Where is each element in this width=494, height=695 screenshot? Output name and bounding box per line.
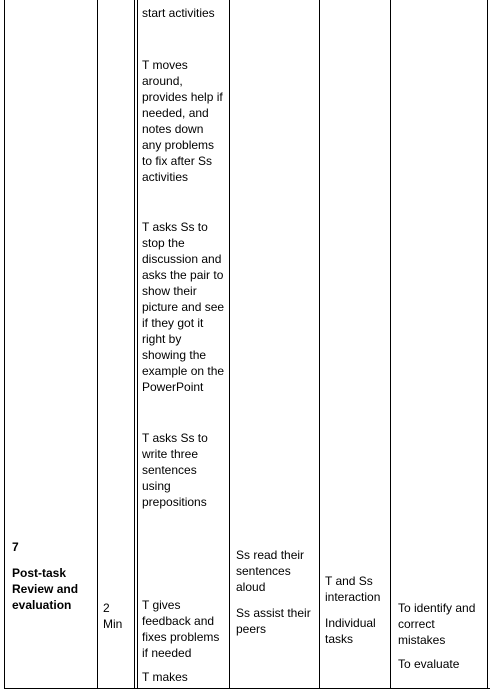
table-border-left: [4, 0, 5, 689]
column-divider-3: [229, 0, 230, 689]
teacher-activity: start activities: [142, 6, 215, 20]
table-border-right: [487, 0, 488, 689]
teacher-activity: T asks Ss to stop the discussion and asks the pair to show their picture and see if they got it right by showing the example on the PowerPoint: [142, 220, 225, 394]
objective: To evaluate: [398, 657, 460, 671]
column-divider-2: [134, 0, 135, 689]
interaction-type: Individual tasks: [325, 616, 376, 646]
teacher-activity: T makes: [142, 670, 188, 684]
interaction-type: T and Ss interaction: [325, 574, 381, 604]
column-divider-2b: [137, 0, 138, 689]
table-border-bottom: [4, 688, 490, 689]
teacher-activity: T asks Ss to write three sentences using prepositions: [142, 431, 208, 509]
student-activity: Ss assist their peers: [236, 606, 311, 636]
student-activity: Ss read their sentences aloud: [236, 548, 305, 594]
column-divider-5: [390, 0, 391, 689]
teacher-activity: T moves around, provides help if needed, and notes down any problems to fix after Ss activities: [142, 58, 223, 184]
column-divider-1: [97, 0, 98, 689]
column-divider-4: [319, 0, 320, 689]
objective: To identify and correct mistakes: [398, 601, 476, 647]
teacher-activity: T gives feedback and fixes problems if needed: [142, 598, 220, 660]
stage-number: 7: [12, 540, 19, 554]
stage-title: Post-task Review and evaluation: [12, 566, 79, 612]
time-value: 2 Min: [103, 601, 123, 631]
